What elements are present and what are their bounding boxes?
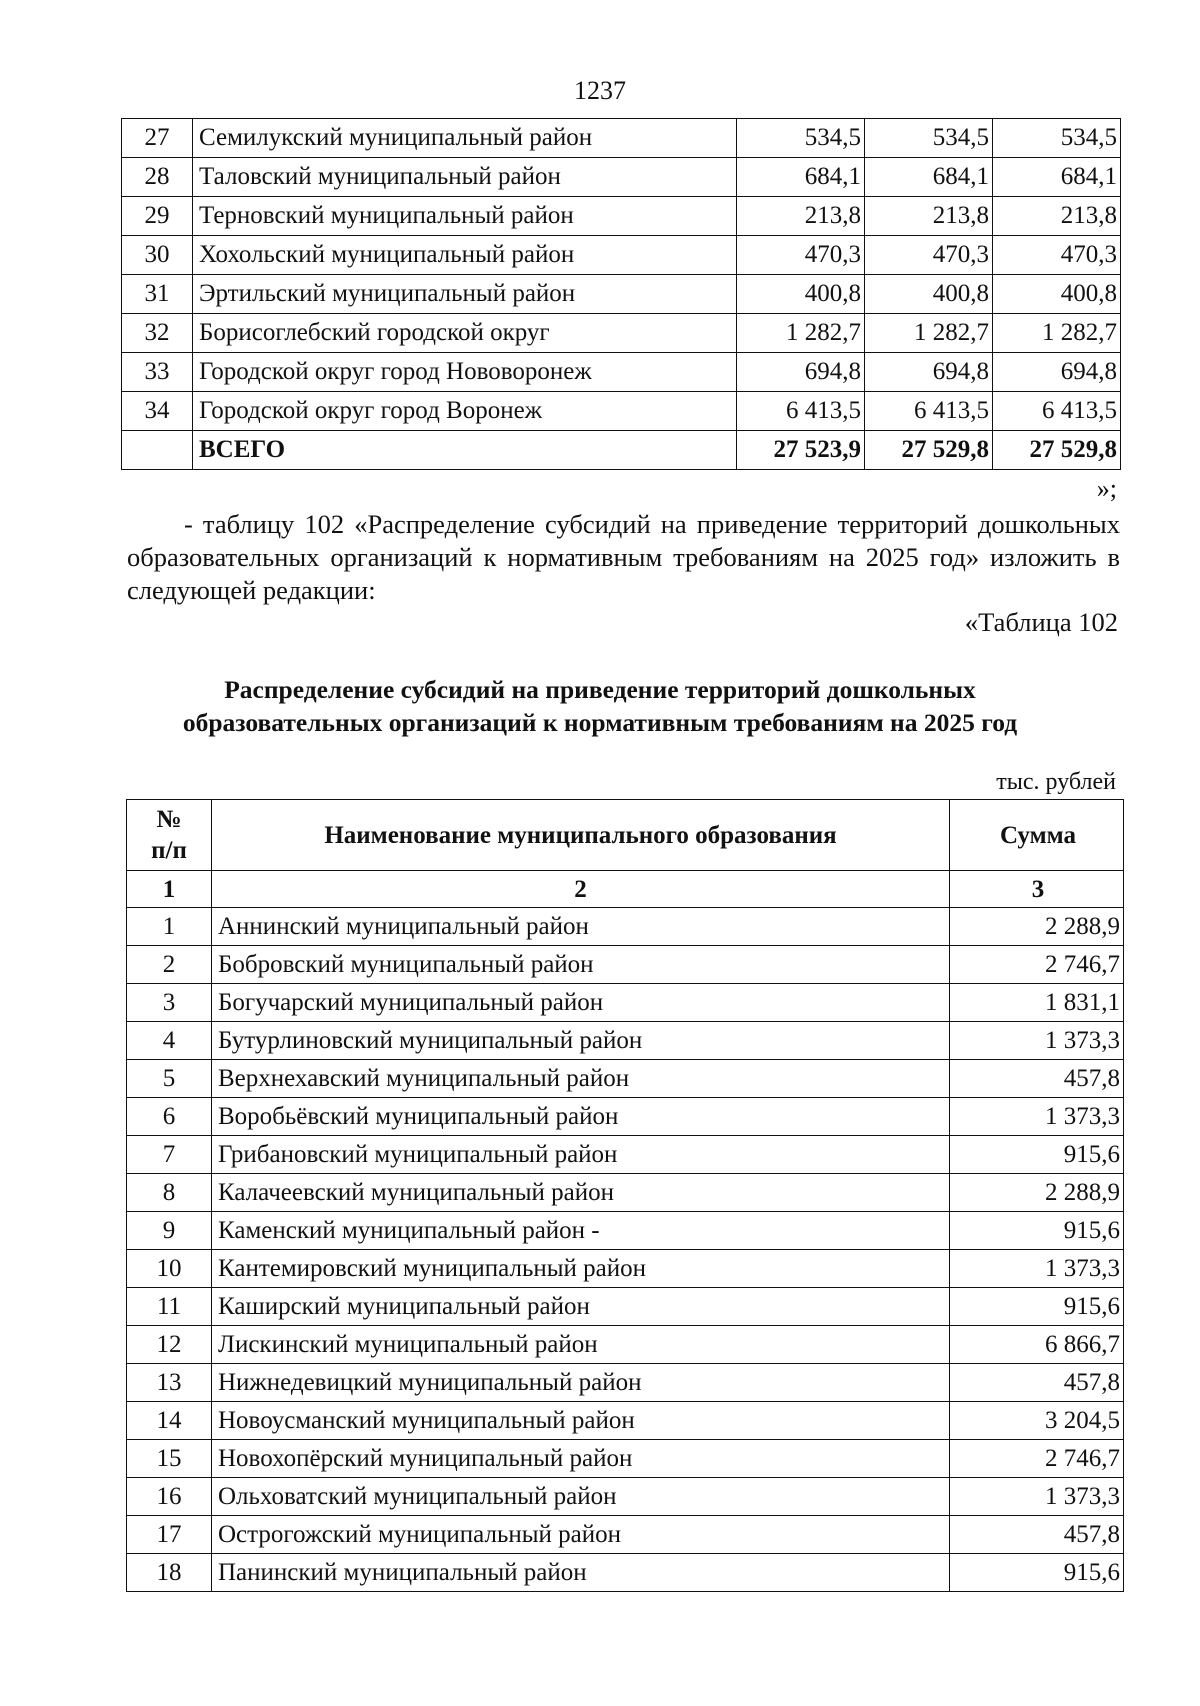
- row-number: 29: [122, 197, 193, 236]
- value-2: 6 413,5: [865, 392, 993, 431]
- row-number: 1: [127, 908, 212, 946]
- total-value-2: 27 529,8: [865, 431, 993, 470]
- subsidy-amount: 915,6: [950, 1288, 1124, 1326]
- municipality-name: Городской округ город Воронеж: [193, 392, 737, 431]
- municipality-name: Эртильский муниципальный район: [193, 275, 737, 314]
- municipality-name: Калачеевский муниципальный район: [212, 1174, 950, 1212]
- value-2: 694,8: [865, 353, 993, 392]
- municipality-name: Лискинский муниципальный район: [212, 1326, 950, 1364]
- value-1: 1 282,7: [737, 314, 865, 353]
- column-number-3: 3: [950, 871, 1124, 908]
- municipality-name: Воробьёвский муниципальный район: [212, 1098, 950, 1136]
- table-row: [127, 1060, 1124, 1098]
- value-1: 534,5: [737, 119, 865, 158]
- subsidy-amount: 1 373,3: [950, 1098, 1124, 1136]
- column-number-row: [127, 871, 1124, 908]
- municipality-name: Новохопёрский муниципальный район: [212, 1440, 950, 1478]
- row-number: 2: [127, 946, 212, 984]
- municipality-name: Каменский муниципальный район -: [212, 1212, 950, 1250]
- value-2: 470,3: [865, 236, 993, 275]
- value-1: 6 413,5: [737, 392, 865, 431]
- value-3: 534,5: [993, 119, 1121, 158]
- municipality-name: Таловский муниципальный район: [193, 158, 737, 197]
- municipality-name: Хохольский муниципальный район: [193, 236, 737, 275]
- table-row: [122, 158, 1121, 197]
- subsidy-amount: 915,6: [950, 1136, 1124, 1174]
- header-name: Наименование муниципального образования: [212, 800, 950, 871]
- municipality-name: Острогожский муниципальный район: [212, 1516, 950, 1554]
- subsidy-amount: 457,8: [950, 1516, 1124, 1554]
- table-row: [127, 1402, 1124, 1440]
- table-row: [122, 275, 1121, 314]
- table-row: [127, 1174, 1124, 1212]
- closing-quote-mark: »;: [1096, 474, 1117, 503]
- value-3: 694,8: [993, 353, 1121, 392]
- total-label: ВСЕГО: [193, 431, 737, 470]
- municipality-name: Бобровский муниципальный район: [212, 946, 950, 984]
- subsidy-amount: 2 288,9: [950, 908, 1124, 946]
- subsidy-amount: 2 746,7: [950, 946, 1124, 984]
- row-number: 15: [127, 1440, 212, 1478]
- table-reference: «Таблица 102: [964, 607, 1118, 637]
- table-row: [127, 984, 1124, 1022]
- value-2: 684,1: [865, 158, 993, 197]
- table-row: [127, 908, 1124, 946]
- row-number: 32: [122, 314, 193, 353]
- value-3: 470,3: [993, 236, 1121, 275]
- table-row: [127, 1022, 1124, 1060]
- municipality-name: Новоусманский муниципальный район: [212, 1402, 950, 1440]
- value-1: 470,3: [737, 236, 865, 275]
- value-2: 534,5: [865, 119, 993, 158]
- total-value-1: 27 523,9: [737, 431, 865, 470]
- continued-table: [121, 118, 1121, 470]
- table-row: [127, 1364, 1124, 1402]
- municipality-name: Нижнедевицкий муниципальный район: [212, 1364, 950, 1402]
- subsidy-table-body: [127, 871, 1124, 1592]
- row-number: 14: [127, 1402, 212, 1440]
- row-number: 5: [127, 1060, 212, 1098]
- table-row: [122, 353, 1121, 392]
- subsidy-amount: 2 746,7: [950, 1440, 1124, 1478]
- subsidy-amount: 1 373,3: [950, 1478, 1124, 1516]
- value-1: 694,8: [737, 353, 865, 392]
- row-number: 8: [127, 1174, 212, 1212]
- value-3: 400,8: [993, 275, 1121, 314]
- value-1: 684,1: [737, 158, 865, 197]
- subsidy-amount: 1 831,1: [950, 984, 1124, 1022]
- municipality-name: Бутурлиновский муниципальный район: [212, 1022, 950, 1060]
- value-3: 684,1: [993, 158, 1121, 197]
- table-row: [127, 1326, 1124, 1364]
- units-label: тыс. рублей: [996, 769, 1116, 795]
- row-number: 4: [127, 1022, 212, 1060]
- row-number: 17: [127, 1516, 212, 1554]
- row-number: 18: [127, 1554, 212, 1592]
- value-2: 213,8: [865, 197, 993, 236]
- table-row: [127, 1212, 1124, 1250]
- row-number: 31: [122, 275, 193, 314]
- table-row: [127, 1478, 1124, 1516]
- subsidy-amount: 457,8: [950, 1364, 1124, 1402]
- table-row: [127, 1288, 1124, 1326]
- page-number: 1237: [574, 76, 626, 105]
- value-1: 213,8: [737, 197, 865, 236]
- subsidy-amount: 1 373,3: [950, 1250, 1124, 1288]
- municipality-name: Аннинский муниципальный район: [212, 908, 950, 946]
- value-3: 213,8: [993, 197, 1121, 236]
- municipality-name: Семилукский муниципальный район: [193, 119, 737, 158]
- municipality-name: Борисоглебский городской округ: [193, 314, 737, 353]
- subsidy-amount: 915,6: [950, 1554, 1124, 1592]
- value-1: 400,8: [737, 275, 865, 314]
- row-number: 3: [127, 984, 212, 1022]
- municipality-name: Верхнехавский муниципальный район: [212, 1060, 950, 1098]
- total-row: [122, 431, 1121, 470]
- value-3: 1 282,7: [993, 314, 1121, 353]
- row-number: 34: [122, 392, 193, 431]
- subsidy-amount: 2 288,9: [950, 1174, 1124, 1212]
- municipality-name: Грибановский муниципальный район: [212, 1136, 950, 1174]
- header-sum: Сумма: [950, 800, 1124, 871]
- row-number: 10: [127, 1250, 212, 1288]
- table-row: [122, 314, 1121, 353]
- subsidy-amount: 3 204,5: [950, 1402, 1124, 1440]
- row-number: 30: [122, 236, 193, 275]
- column-number-1: 1: [127, 871, 212, 908]
- row-number: 6: [127, 1098, 212, 1136]
- municipality-name: Богучарский муниципальный район: [212, 984, 950, 1022]
- row-number: 27: [122, 119, 193, 158]
- subsidy-amount: 1 373,3: [950, 1022, 1124, 1060]
- row-number: 13: [127, 1364, 212, 1402]
- header-number: [127, 800, 212, 871]
- municipality-name: Кантемировский муниципальный район: [212, 1250, 950, 1288]
- row-number: 9: [127, 1212, 212, 1250]
- table-row: [127, 946, 1124, 984]
- table-title-line-1: Распределение субсидий на приведение территорий дошкольных: [224, 675, 976, 704]
- total-value-3: 27 529,8: [993, 431, 1121, 470]
- table-row: [127, 1440, 1124, 1478]
- municipality-name: Панинский муниципальный район: [212, 1554, 950, 1592]
- table-row: [122, 392, 1121, 431]
- amendment-paragraph: - таблицу 102 «Распределение субсидий на приведение территорий дошкольных образовательных организаций к нормативным требованиям на 2025 год» изложить в следующей редакции:: [127, 509, 1120, 605]
- table-header-row: [127, 800, 1124, 871]
- row-number: 33: [122, 353, 193, 392]
- row-number: 16: [127, 1478, 212, 1516]
- total-number-cell: [122, 431, 193, 470]
- table-row: [122, 236, 1121, 275]
- subsidy-table: [126, 799, 1124, 1592]
- continued-table-body: [122, 119, 1121, 470]
- value-2: 400,8: [865, 275, 993, 314]
- table-row: [127, 1554, 1124, 1592]
- subsidy-amount: 457,8: [950, 1060, 1124, 1098]
- table-row: [127, 1098, 1124, 1136]
- row-number: 11: [127, 1288, 212, 1326]
- header-number-text: № п/п: [151, 806, 187, 864]
- subsidy-amount: 915,6: [950, 1212, 1124, 1250]
- municipality-name: Терновский муниципальный район: [193, 197, 737, 236]
- table-row: [127, 1136, 1124, 1174]
- table-row: [127, 1516, 1124, 1554]
- municipality-name: Каширский муниципальный район: [212, 1288, 950, 1326]
- table-title: [100, 673, 1100, 739]
- subsidy-amount: 6 866,7: [950, 1326, 1124, 1364]
- table-row: [127, 1250, 1124, 1288]
- row-number: 12: [127, 1326, 212, 1364]
- municipality-name: Городской округ город Нововоронеж: [193, 353, 737, 392]
- table-row: [122, 119, 1121, 158]
- value-2: 1 282,7: [865, 314, 993, 353]
- table-row: [122, 197, 1121, 236]
- municipality-name: Ольховатский муниципальный район: [212, 1478, 950, 1516]
- row-number: 28: [122, 158, 193, 197]
- column-number-2: 2: [212, 871, 950, 908]
- value-3: 6 413,5: [993, 392, 1121, 431]
- table-title-line-2: образовательных организаций к нормативным требованиям на 2025 год: [182, 708, 1018, 737]
- row-number: 7: [127, 1136, 212, 1174]
